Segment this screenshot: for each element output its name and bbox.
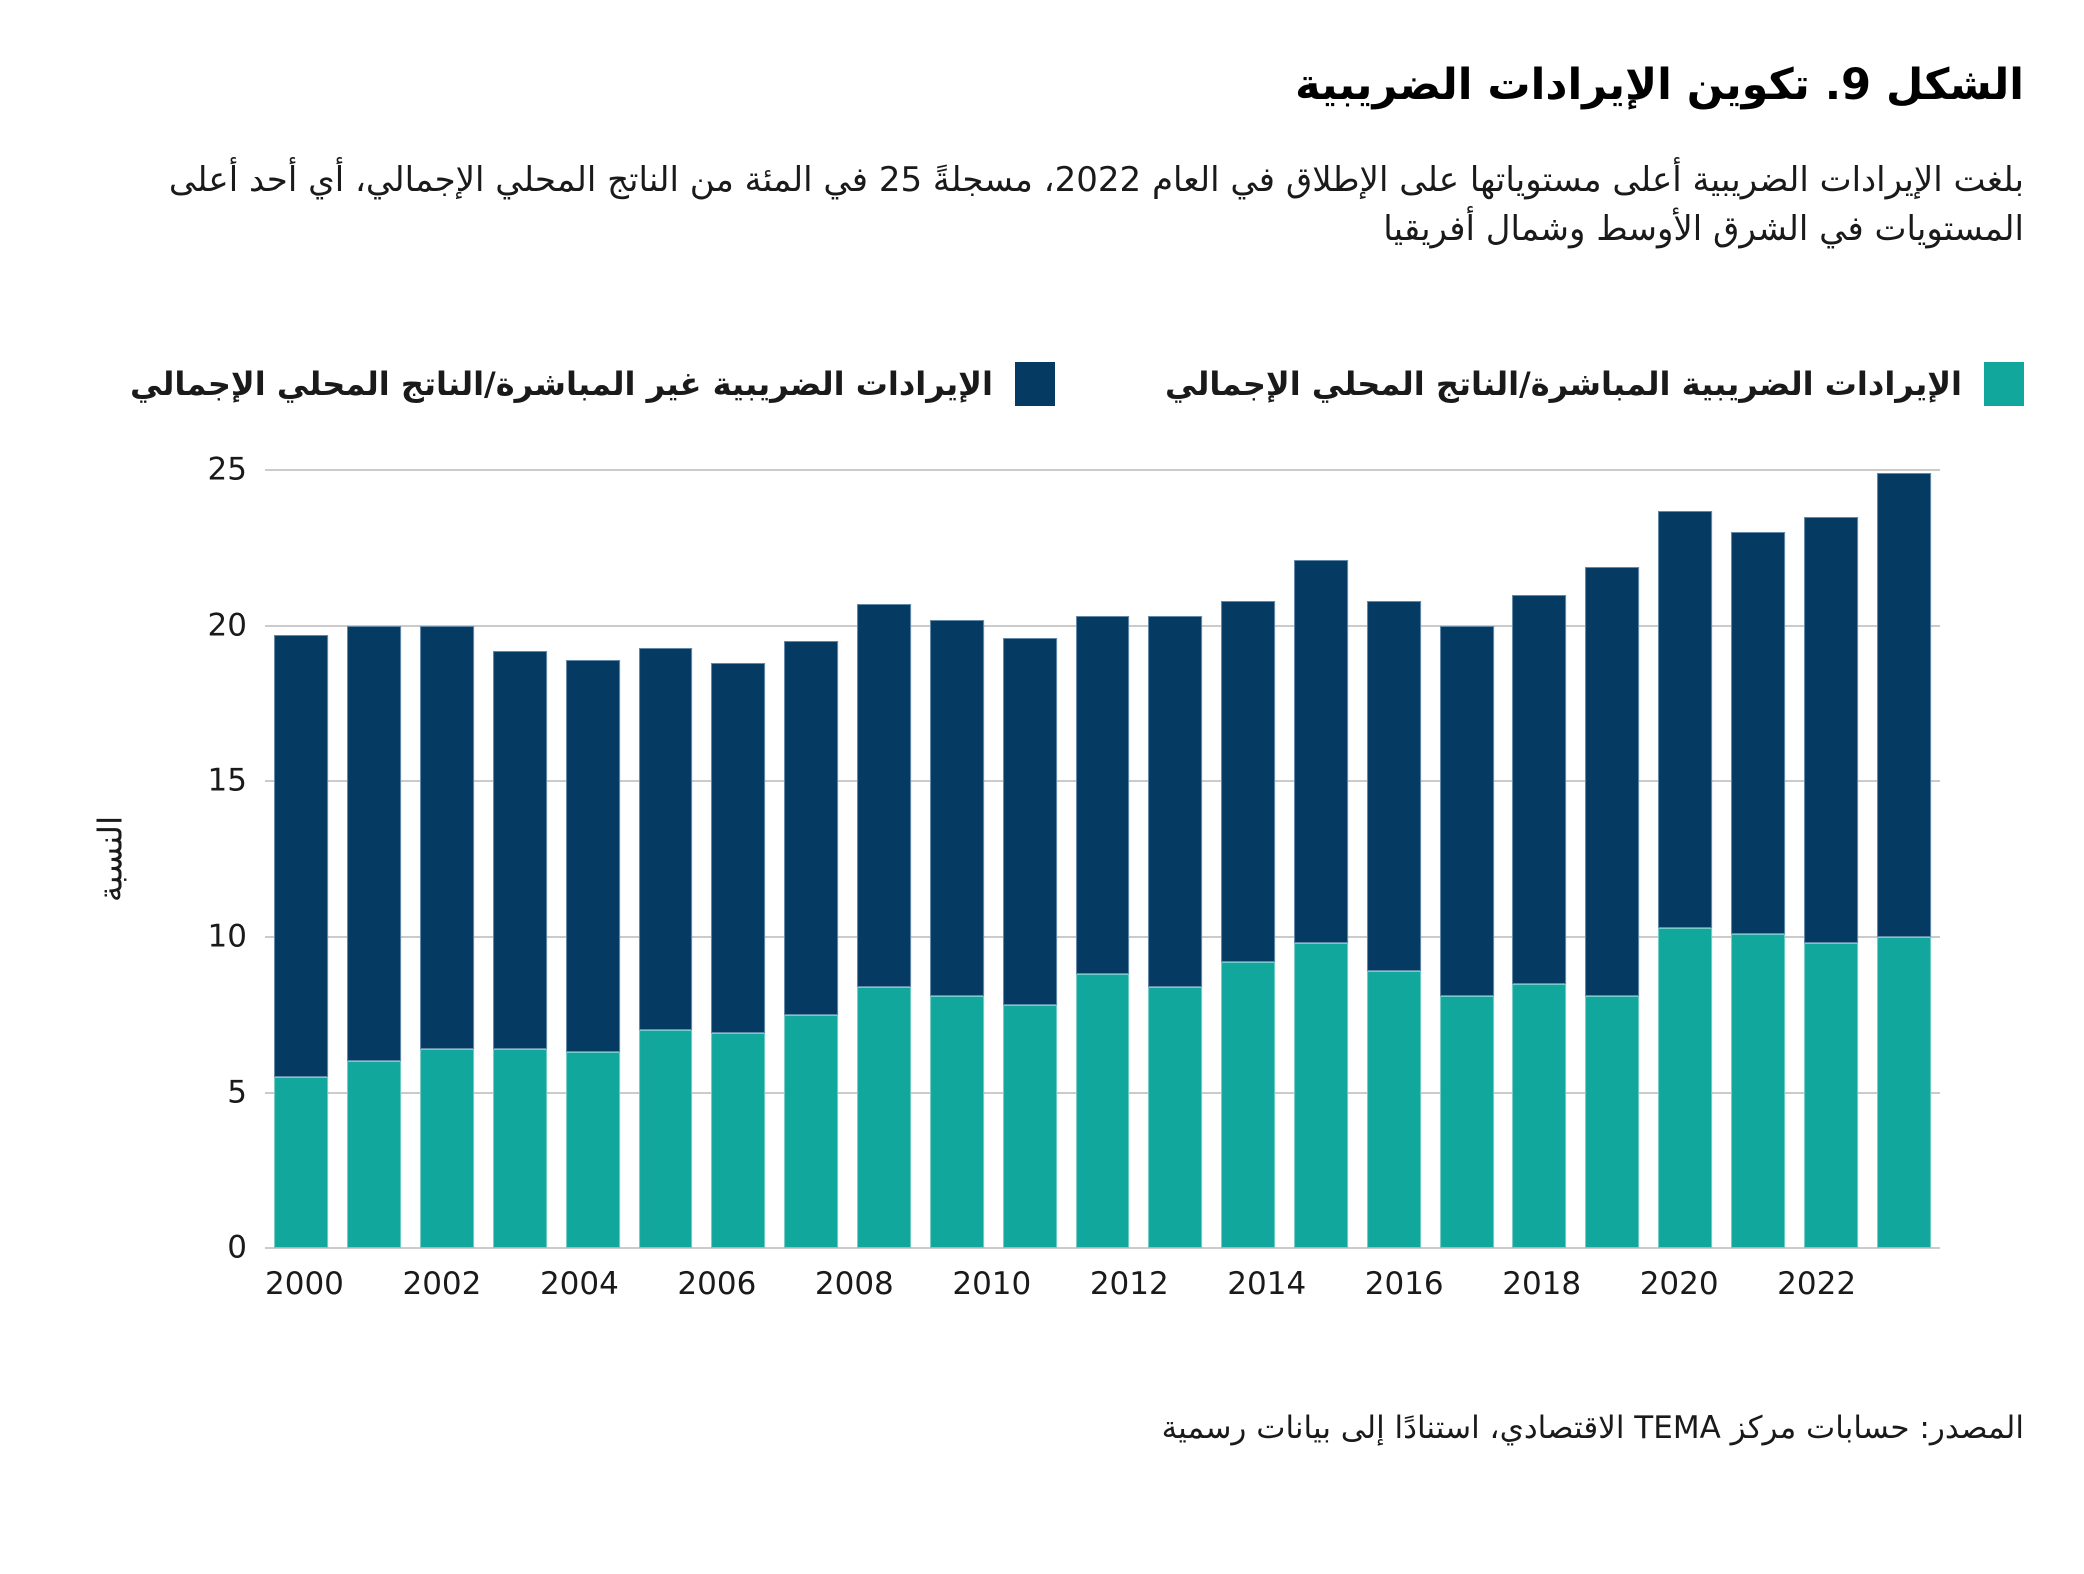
bar-2005-indirect — [639, 648, 693, 1031]
y-axis-title-column — [60, 470, 160, 1248]
bar-slot-2022 — [1867, 470, 1940, 1248]
bar-slot-2019 — [1649, 470, 1722, 1248]
bar-slot-2020 — [1722, 470, 1795, 1248]
bar-slot-2001 — [338, 470, 411, 1248]
legend-swatch-direct-icon — [1984, 362, 2024, 406]
x-tick-label-2020: 2020 — [1639, 1266, 1719, 1303]
legend — [60, 362, 2024, 406]
x-tick-label-2015 — [1306, 1266, 1365, 1302]
bar-slot-2003 — [483, 470, 556, 1248]
bar-2017-direct — [1513, 984, 1567, 1249]
x-tick-label-2016: 2016 — [1364, 1266, 1444, 1303]
bar-2013-indirect — [1221, 601, 1275, 962]
x-tick-label-2000: 2000 — [265, 1266, 344, 1303]
bar-slot-2006 — [702, 470, 775, 1248]
bar-slot-2010 — [993, 470, 1066, 1248]
x-tick-label-2011 — [1031, 1266, 1090, 1302]
x-tick-label-2006: 2006 — [677, 1266, 757, 1303]
bar-2021-indirect — [1804, 517, 1858, 943]
bar-2013-direct — [1221, 962, 1275, 1248]
bar-2022-indirect — [1877, 473, 1931, 937]
bar-2015-indirect — [1367, 601, 1421, 971]
bar-2022-direct — [1877, 937, 1931, 1248]
legend-item-indirect — [130, 362, 1055, 406]
y-tick-label-20: 20 — [207, 607, 247, 644]
legend-label-indirect: الإيرادات الضريبية غير المباشرة/الناتج المحلي الإجمالي — [129, 365, 993, 404]
bar-2020-direct — [1731, 934, 1785, 1248]
bar-slot-2002 — [411, 470, 484, 1248]
bar-slot-2007 — [775, 470, 848, 1248]
bar-slot-2009 — [920, 470, 993, 1248]
bar-slot-2015 — [1357, 470, 1430, 1248]
x-tick-label-2017 — [1444, 1266, 1503, 1302]
bar-slot-2017 — [1503, 470, 1576, 1248]
bar-slot-2013 — [1212, 470, 1285, 1248]
bar-2011-direct — [1076, 974, 1130, 1248]
bar-2012-direct — [1148, 987, 1202, 1248]
bar-2018-direct — [1585, 996, 1639, 1248]
bar-2000-direct — [274, 1077, 328, 1248]
bar-2010-direct — [1003, 1005, 1057, 1248]
bar-2007-indirect — [784, 641, 838, 1014]
x-tick-label-2013 — [1169, 1266, 1228, 1302]
legend-item-direct — [1165, 362, 2024, 406]
legend-label-direct: الإيرادات الضريبية المباشرة/الناتج المحلي الإجمالي — [1164, 365, 1962, 404]
x-tick-label-2009 — [894, 1266, 953, 1302]
y-tick-label-5: 5 — [227, 1074, 247, 1111]
x-tick-label-2019 — [1581, 1266, 1640, 1302]
y-tick-label-25: 25 — [207, 451, 247, 488]
bar-2021-direct — [1804, 943, 1858, 1248]
bar-slot-2016 — [1430, 470, 1503, 1248]
bar-2012-indirect — [1148, 616, 1202, 986]
bar-slot-2011 — [1066, 470, 1139, 1248]
bar-slot-2008 — [848, 470, 921, 1248]
bar-2005-direct — [639, 1030, 693, 1248]
bar-2009-indirect — [930, 620, 984, 997]
bar-2006-indirect — [711, 663, 765, 1033]
figure-title: الشكل 9. تكوين الإيرادات الضريبية — [1295, 60, 2024, 110]
bar-2019-direct — [1658, 928, 1712, 1249]
source-note: المصدر: حسابات مركز TEMA الاقتصادي، استنادًا إلى بيانات رسمية — [1161, 1410, 2024, 1447]
plot-area — [265, 470, 1940, 1248]
y-axis-title: النسبة — [90, 816, 130, 903]
bar-2014-direct — [1294, 943, 1348, 1248]
x-tick-label-2001 — [344, 1266, 403, 1302]
bar-2008-direct — [857, 987, 911, 1248]
bar-2014-indirect — [1294, 560, 1348, 943]
bar-2001-direct — [347, 1061, 401, 1248]
figure-subtitle: بلغت الإيرادات الضريبية أعلى مستوياتها على الإطلاق في العام 2022، مسجلةً 25 في المئة من الناتج المحلي الإجمالي، أي أحد أعلى المستويات في الشرق الأوسط وشمال أفريقيا — [168, 159, 2024, 249]
x-tick-label-2021 — [1719, 1266, 1778, 1302]
bar-2016-indirect — [1440, 626, 1494, 996]
x-tick-label-2002: 2002 — [402, 1266, 482, 1303]
bar-2018-indirect — [1585, 567, 1639, 996]
bar-2007-direct — [784, 1015, 838, 1248]
bar-2003-indirect — [493, 651, 547, 1049]
bar-2008-indirect — [857, 604, 911, 987]
bar-2001-indirect — [347, 626, 401, 1062]
bar-slot-2021 — [1794, 470, 1867, 1248]
bar-slot-2004 — [556, 470, 629, 1248]
x-tick-label-2010: 2010 — [952, 1266, 1032, 1303]
x-tick-label-2018: 2018 — [1502, 1266, 1582, 1303]
bar-slot-2012 — [1139, 470, 1212, 1248]
bar-2016-direct — [1440, 996, 1494, 1248]
bar-2000-indirect — [274, 635, 328, 1077]
bar-2011-indirect — [1076, 616, 1130, 974]
y-tick-label-15: 15 — [207, 762, 247, 799]
bar-2015-direct — [1367, 971, 1421, 1248]
bar-2019-indirect — [1658, 511, 1712, 928]
bar-2009-direct — [930, 996, 984, 1248]
x-tick-label-2005 — [619, 1266, 678, 1302]
bar-2017-indirect — [1513, 595, 1567, 984]
bar-2002-direct — [420, 1049, 474, 1248]
x-tick-label-2004: 2004 — [539, 1266, 619, 1303]
bar-2003-direct — [493, 1049, 547, 1248]
bar-slot-2000 — [265, 470, 338, 1248]
bars — [265, 470, 1940, 1248]
x-tick-label-2003 — [481, 1266, 540, 1302]
bar-2002-indirect — [420, 626, 474, 1049]
bar-2010-indirect — [1003, 638, 1057, 1005]
bar-2004-direct — [566, 1052, 620, 1248]
bar-2004-indirect — [566, 660, 620, 1052]
bar-slot-2014 — [1285, 470, 1358, 1248]
stacked-bar-chart — [60, 451, 2024, 1303]
x-axis-labels — [265, 1266, 1856, 1302]
y-tick-label-0: 0 — [227, 1229, 247, 1266]
y-tick-label-10: 10 — [207, 918, 247, 955]
bar-2020-indirect — [1731, 532, 1785, 933]
bar-slot-2005 — [629, 470, 702, 1248]
y-axis-ticks — [160, 451, 265, 1266]
bar-2006-direct — [711, 1033, 765, 1248]
bar-slot-2018 — [1576, 470, 1649, 1248]
x-tick-label-2008: 2008 — [814, 1266, 894, 1303]
legend-swatch-indirect-icon — [1015, 362, 1055, 406]
x-tick-label-2012: 2012 — [1089, 1266, 1169, 1303]
x-tick-label-2014: 2014 — [1227, 1266, 1307, 1303]
x-tick-label-2022: 2022 — [1777, 1266, 1857, 1303]
x-tick-label-2007 — [756, 1266, 815, 1302]
